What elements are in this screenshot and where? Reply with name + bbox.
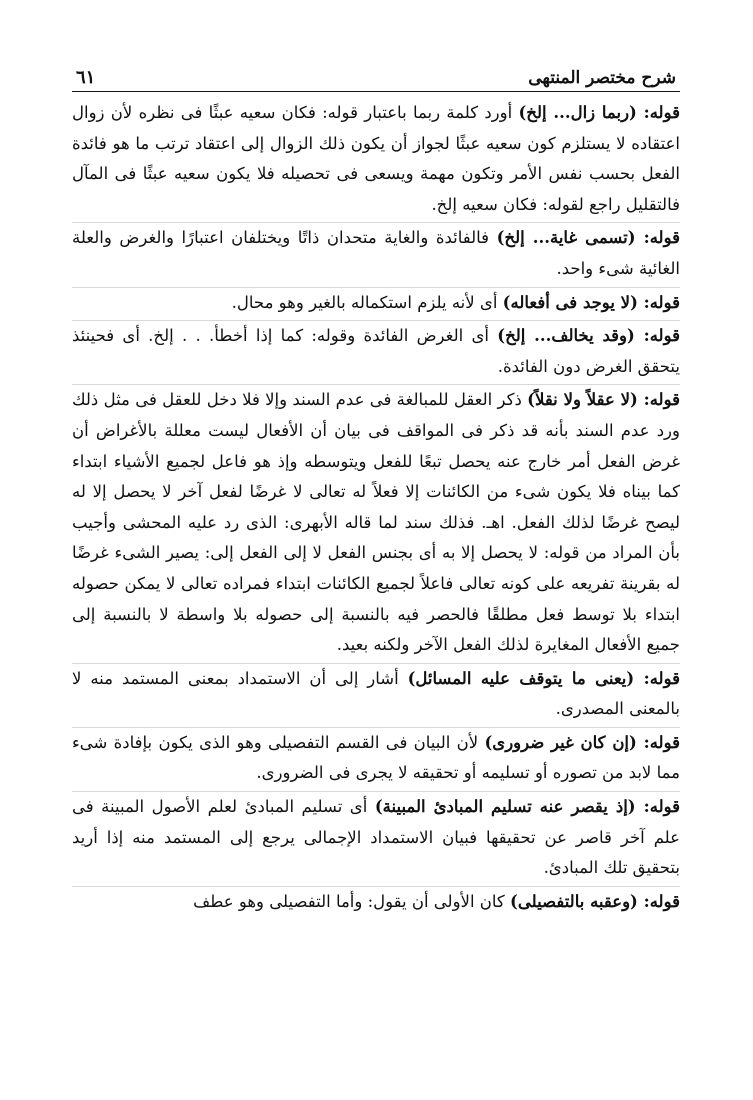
- lemma: قوله: (تسمى غاية... إلخ): [496, 228, 680, 248]
- paragraph-text: كان الأولى أن يقول: وأما التفصيلى وهو عطف: [193, 891, 511, 911]
- lemma: قوله: (ربما زال... إلخ): [518, 103, 680, 122]
- lemma: قوله: (وقد يخالف... إلخ): [497, 326, 680, 346]
- lemma: قوله: (لا عقلاً ولا نقلاً): [527, 390, 680, 410]
- paragraph-text: أى الغرض الفائدة وقوله: كما إذا أخطأ. . . إلخ. أى فحينئذ يتحقق الغرض دون الفائدة.: [72, 326, 680, 376]
- paragraph-text: أى تسليم المبادئ لعلم الأصول المبينة فى علم آخر قاصر عن تحقيقها فبيان الاستمداد الإجمالى يرجع إلى المستمد منه إذا أريد بتحقيق تلك المبادئ.: [72, 797, 680, 878]
- paragraph-text: أشار إلى أن الاستمداد بمعنى المستمد منه لا بالمعنى المصدرى.: [72, 668, 680, 719]
- running-title: شرح مختصر المنتهى: [528, 68, 676, 88]
- page-body: [72, 98, 680, 919]
- paragraph: [72, 792, 680, 887]
- lemma: قوله: (لا يوجد فى أفعاله): [502, 292, 680, 312]
- paragraph: [72, 728, 680, 792]
- paragraph: [72, 385, 680, 663]
- page-header: [72, 58, 680, 92]
- paragraph: [72, 664, 680, 728]
- paragraph-text: لأن البيان فى القسم التفصيلى وهو الذى يكون بإفادة شىء مما لابد من تصوره أو تسليمه أو تحقيقه لا يجرى فى الضرورى.: [72, 732, 680, 783]
- lemma: قوله: (إن كان غير ضرورى): [484, 732, 680, 752]
- paragraph-text: أورد كلمة ربما باعتبار قوله: فكان سعيه عبثًا فى نظره لأن زوال اعتقاده لا يستلزم كون سعيه عبثًا لجواز أن يكون ذلك الزوال إلى اعتقاد ترتب ما هو فائدة الفعل بحسب نفس الأمر وتكون مهمة ويسعى فى تحصيله فلا يكون سعيه عبثًا فى المآل فالتقليل راجع لقوله: فكان سعيه إلخ.: [72, 103, 680, 214]
- paragraph: [72, 223, 680, 287]
- paragraph: [72, 321, 680, 385]
- paragraph-text: أى لأنه يلزم استكماله بالغير وهو محال.: [231, 292, 503, 312]
- lemma: قوله: (وعقبه بالتفصيلى): [510, 891, 680, 911]
- lemma: قوله: (يعنى ما يتوقف عليه المسائل): [407, 668, 680, 688]
- paragraph: [72, 887, 680, 920]
- paragraph-text: ذكر العقل للمبالغة فى عدم السند وإلا فلا دخل للعقل فى مثل ذلك ورد عدم السند بأنه قد ذكر فى المواقف فى بيان أن الأفعال ليست معللة بالأغراض أن غرض الفعل أمر خارج عنه يحصل تبعًا للفعل ويتوسطه وإذ هو فاعل لجميع الأشياء ابتداء كما بيناه فلا يكون شىء من الكائنات إلا فعلاً له تعالى لا غرضًا لفعل آخر لا يحصل إلا له ليصح غرضًا لذلك الفعل. اهـ. فذلك سند لما قاله الأبهرى: الذى رد عليه المحشى وأجيب بأن المراد من قوله: لا يحصل إلا به أى بجنس الفعل لا إلى الفعل إلى: يصير الشىء غرضًا له بقرينة تفريعه على كونه تعالى فاعلاً لجميع الكائنات ابتداء فمراده تعالى لا يمكن حصوله ابتداء بلا توسط فعل مطلقًا فالحصر فيه بالنسبة إلى حصوله بلا واسطة لا بالنسبة إلى جميع الأفعال المغايرة لذلك الفعل الآخر ولكنه بعيد.: [72, 390, 681, 655]
- paragraph: [72, 288, 680, 322]
- page-number: ٦١: [76, 67, 96, 88]
- paragraph: [72, 98, 680, 223]
- document-page: [72, 58, 680, 919]
- paragraph-text: فالفائدة والغاية متحدان ذاتًا ويختلفان اعتبارًا والغرض والعلة الغائية شىء واحد.: [72, 228, 680, 278]
- lemma: قوله: (إذ يقصر عنه تسليم المبادئ المبينة): [374, 797, 681, 817]
